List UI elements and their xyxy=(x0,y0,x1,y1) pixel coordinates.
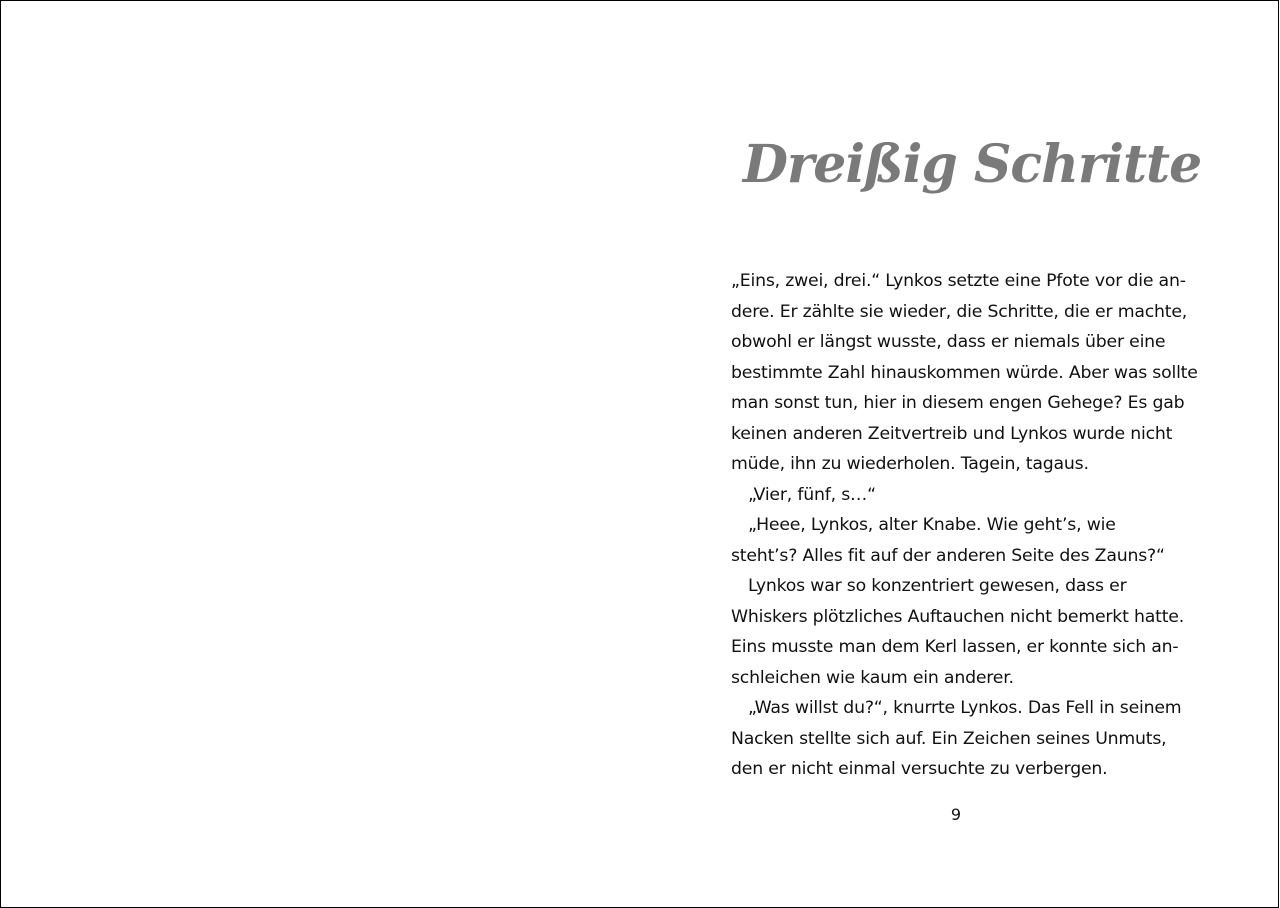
text-line: Nacken stellte sich auf. Ein Zeichen seines Unmuts, xyxy=(731,728,1167,749)
text-line: Whiskers plötzliches Auftauchen nicht bemerkt hatte. xyxy=(731,606,1184,627)
text-line: schleichen wie kaum ein anderer. xyxy=(731,667,1014,688)
text-line: „Eins, zwei, drei.“ Lynkos setzte eine Pfote vor die an- xyxy=(731,271,1186,291)
chapter-title: Dreißig Schritte xyxy=(742,134,1202,195)
text-line: müde, ihn zu wiederholen. Tagein, tagaus. xyxy=(731,454,1089,474)
text-line: obwohl er längst wusste, dass er niemals über eine xyxy=(731,332,1166,352)
right-page xyxy=(640,0,1279,908)
text-line: „Vier, fünf, s…“ xyxy=(748,484,876,505)
text-line: den er nicht einmal versuchte zu verbergen. xyxy=(731,759,1108,779)
text-line: dere. Er zählte sie wieder, die Schritte, die er machte, xyxy=(731,301,1188,322)
text-line: bestimmte Zahl hinauskommen würde. Aber was sollte xyxy=(731,362,1198,383)
text-line: Eins musste man dem Kerl lassen, er konnte sich an- xyxy=(731,637,1179,657)
text-line: steht’s? Alles fit auf der anderen Seite des Zauns?“ xyxy=(731,545,1165,566)
text-line: keinen anderen Zeitvertreib und Lynkos wurde nicht xyxy=(731,423,1173,444)
text-line: Lynkos war so konzentriert gewesen, dass er xyxy=(748,576,1127,596)
text-line: „Was willst du?“, knurrte Lynkos. Das Fell in seinem xyxy=(748,698,1182,718)
body-text xyxy=(731,266,1198,785)
text-line: man sonst tun, hier in diesem engen Gehege? Es gab xyxy=(731,393,1185,413)
page-number: 9 xyxy=(950,805,962,824)
text-line: „Heee, Lynkos, alter Knabe. Wie geht’s, wie xyxy=(748,515,1116,535)
